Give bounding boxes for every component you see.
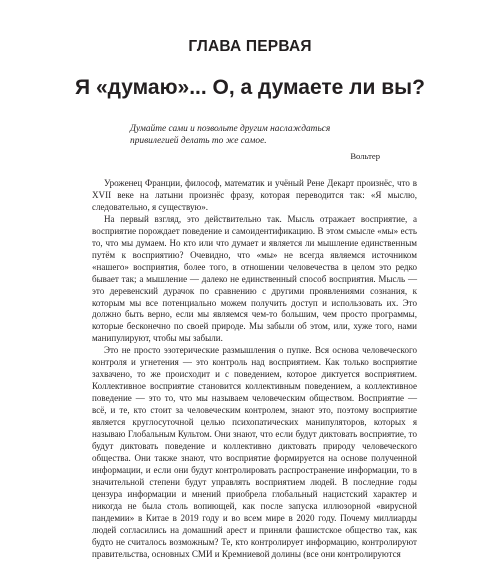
paragraph: Уроженец Франции, философ, математик и учёный Рене Декарт произнёс, что в XVII веке на латыни произнёс фразу, которая переводится так: «Я мыслю, следовательно, я существую».: [92, 178, 417, 212]
chapter-title: Я «думаю»... О, а думаете ли вы?: [75, 76, 425, 99]
epigraph-author: Вольтер: [350, 151, 380, 161]
epigraph-quote: Думайте сами и позвольте другим наслаждаться привилегией делать то же самое.: [130, 124, 331, 147]
paragraph: На первый взгляд, это действительно так. Мысль отражает восприятие, а восприятие порождает поведение и самоидентификацию. В этом смысле «мы» есть то, что мы думаем. Но кто или что думает и является ли мышление единственным путём к восприятию? Очевидно, что «мы» не всегда являемся источником «нашего» восприятия, более того, в отношении человечества в целом это редко бывает так; а мышление — далеко не единственный способ восприятия. Мысль — это деревенский дурачок по сравнению с другими проявлениями сознания, к которым мы все потенциально можем получить доступ и использовать их. Это должно быть верно, если мы являемся чем-то большим, чем просто программы, которые бесконечно по своей природе. Мы забыли об этом, или, хуже того, нами манипулируют, чтобы мы забыли.: [92, 213, 417, 344]
body-text: [92, 178, 417, 561]
paragraph: Это не просто эзотерические размышления о пупке. Вся основа человеческого контроля и угнетения — это контроль над восприятием. Как только восприятие захвачено, то же происходит и с поведением, которое диктуется восприятием. Коллективное восприятие становится коллективным поведением, а коллективное поведение — это то, что мы называем человеческим обществом. Восприятие — всё, и те, кто стоит за человеческим контролем, знают это, поэтому восприятие является круглосуточной целью психопатических манипуляторов, которых я называю Глобальным Культом. Они знают, что если будут диктовать восприятие, то будут диктовать поведение и коллективно диктовать природу человеческого общества. Они также знают, что восприятие формируется на основе полученной информации, и если они будут контролировать распространение информации, то в значительной степени будут управлять восприятием людей. В последние годы цензура информации и мнений приобрела глобальный нацистский характер и никогда не была столь вопиющей, как после запуска иллюзорной «вирусной пандемии» в Китае в 2019 году и во всем мире в 2020 году. Почему миллиарды людей согласились на домашний арест и приняли фашистское общество так, как будто не считалось возможным? Те, кто контролирует информацию, контролируют правительства, основных СМИ и Кремниевой долины (все они контролируются: [92, 345, 417, 559]
chapter-label: ГЛАВА ПЕРВАЯ: [188, 38, 312, 55]
